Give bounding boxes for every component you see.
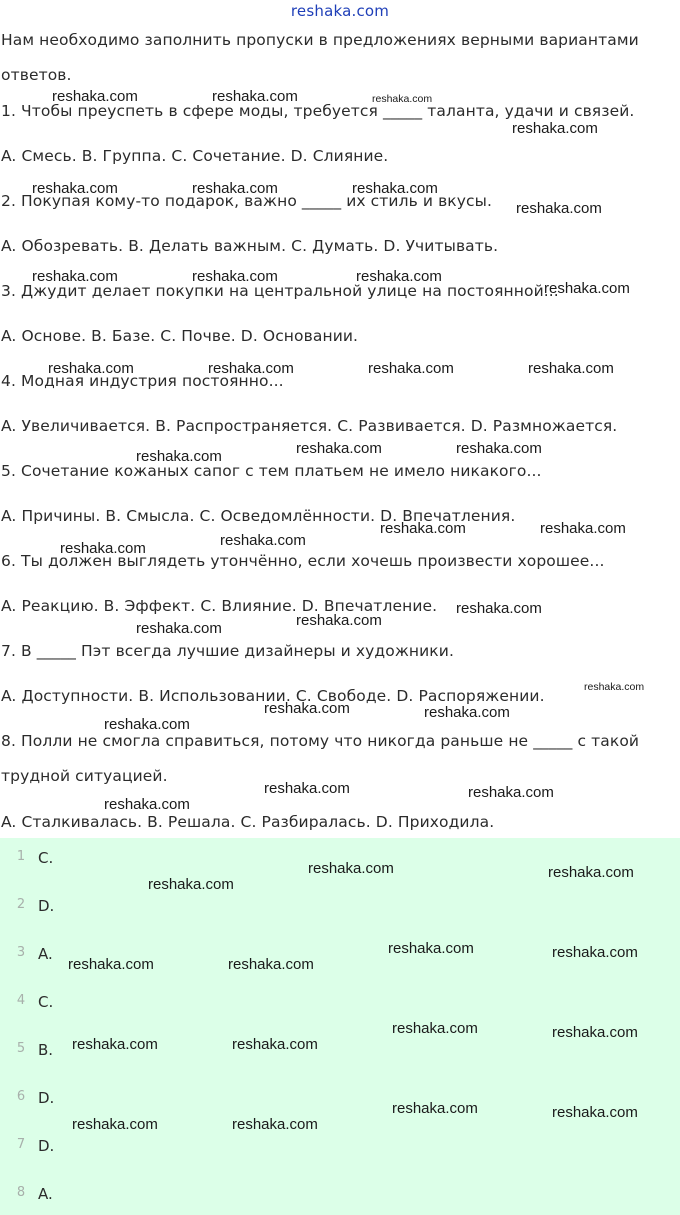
watermark: reshaka.com <box>516 200 602 217</box>
question-8-continued: трудной ситуацией. <box>1 767 168 785</box>
watermark: reshaka.com <box>136 448 222 465</box>
watermark: reshaka.com <box>392 1020 478 1037</box>
answer-number: 8 <box>16 1185 26 1200</box>
watermark: reshaka.com <box>372 93 433 105</box>
watermark: reshaka.com <box>104 796 190 813</box>
watermark: reshaka.com <box>424 704 510 721</box>
answer-row <box>0 993 680 1017</box>
watermark: reshaka.com <box>368 360 454 377</box>
answer-number: 1 <box>16 849 26 864</box>
answer-row <box>0 1137 680 1161</box>
watermark: reshaka.com <box>548 864 634 881</box>
intro-line-1: Нам необходимо заполнить пропуски в предложениях верными вариантами <box>1 31 639 49</box>
options-8: A. Сталкивалась. B. Решала. C. Разбиралась. D. Приходила. <box>1 813 495 831</box>
watermark: reshaka.com <box>192 180 278 197</box>
watermark: reshaka.com <box>220 532 306 549</box>
watermark: reshaka.com <box>308 860 394 877</box>
watermark: reshaka.com <box>232 1036 318 1053</box>
answer-letter: D. <box>38 897 55 915</box>
watermark: reshaka.com <box>552 944 638 961</box>
watermark: reshaka.com <box>60 540 146 557</box>
watermark: reshaka.com <box>380 520 466 537</box>
watermark: reshaka.com <box>32 268 118 285</box>
watermark: reshaka.com <box>352 180 438 197</box>
watermark: reshaka.com <box>136 620 222 637</box>
question-3: 3. Джудит делает покупки на центральной улице на постоянной... <box>1 282 559 300</box>
intro-line-2: ответов. <box>1 66 72 84</box>
watermark: reshaka.com <box>72 1116 158 1133</box>
answer-letter: C. <box>38 993 54 1011</box>
answer-number: 3 <box>16 945 26 960</box>
options-4: A. Увеличивается. B. Распространяется. C. Развивается. D. Размножается. <box>1 417 618 435</box>
question-6: 6. Ты должен выглядеть утончённо, если хочешь произвести хорошее... <box>1 552 605 570</box>
watermark: reshaka.com <box>264 700 350 717</box>
question-4: 4. Модная индустрия постоянно... <box>1 372 284 390</box>
watermark: reshaka.com <box>392 1100 478 1117</box>
watermark: reshaka.com <box>208 360 294 377</box>
watermark: reshaka.com <box>52 88 138 105</box>
watermark: reshaka.com <box>148 876 234 893</box>
watermark: reshaka.com <box>456 600 542 617</box>
question-8: 8. Полли не смогла справиться, потому что никогда раньше не _____ с такой <box>1 732 640 750</box>
question-2: 2. Покупая кому-то подарок, важно _____ их стиль и вкусы. <box>1 192 493 210</box>
answer-row <box>0 1185 680 1209</box>
watermark: reshaka.com <box>104 716 190 733</box>
watermark: reshaka.com <box>296 612 382 629</box>
watermark: reshaka.com <box>544 280 630 297</box>
watermark: reshaka.com <box>468 784 554 801</box>
answer-number: 6 <box>16 1089 26 1104</box>
options-5: A. Причины. B. Смысла. C. Осведомлённости. D. Впечатления. <box>1 507 516 525</box>
watermark: reshaka.com <box>232 1116 318 1133</box>
watermark: reshaka.com <box>388 940 474 957</box>
watermark: reshaka.com <box>512 120 598 137</box>
watermark: reshaka.com <box>48 360 134 377</box>
question-7: 7. В _____ Пэт всегда лучшие дизайнеры и художники. <box>1 642 454 660</box>
options-2: A. Обозревать. B. Делать важным. C. Думать. D. Учитывать. <box>1 237 499 255</box>
watermark: reshaka.com <box>584 681 645 693</box>
answer-number: 4 <box>16 993 26 1008</box>
watermark: reshaka.com <box>264 780 350 797</box>
watermark: reshaka.com <box>212 88 298 105</box>
answer-letter: D. <box>38 1137 55 1155</box>
watermark: reshaka.com <box>456 440 542 457</box>
question-1: 1. Чтобы преуспеть в сфере моды, требуется _____ таланта, удачи и связей. <box>1 102 635 120</box>
watermark: reshaka.com <box>296 440 382 457</box>
answer-letter: A. <box>38 1185 53 1203</box>
watermark: reshaka.com <box>192 268 278 285</box>
watermark: reshaka.com <box>356 268 442 285</box>
watermark: reshaka.com <box>528 360 614 377</box>
watermark: reshaka.com <box>32 180 118 197</box>
options-1: A. Смесь. B. Группа. C. Сочетание. D. Слияние. <box>1 147 389 165</box>
answer-number: 5 <box>16 1041 26 1056</box>
question-5: 5. Сочетание кожаных сапог с тем платьем не имело никакого... <box>1 462 542 480</box>
site-header[interactable]: reshaka.com <box>290 2 390 20</box>
answer-row <box>0 897 680 921</box>
options-3: A. Основе. B. Базе. C. Почве. D. Основании. <box>1 327 359 345</box>
options-7: A. Доступности. B. Использовании. C. Свободе. D. Распоряжении. <box>1 687 545 705</box>
answer-letter: D. <box>38 1089 55 1107</box>
watermark: reshaka.com <box>540 520 626 537</box>
answer-letter: C. <box>38 849 54 867</box>
answer-letter: B. <box>38 1041 54 1059</box>
answer-letter: A. <box>38 945 53 963</box>
answer-number: 2 <box>16 897 26 912</box>
watermark: reshaka.com <box>72 1036 158 1053</box>
options-6: A. Реакцию. B. Эффект. C. Влияние. D. Впечатление. <box>1 597 438 615</box>
watermark: reshaka.com <box>68 956 154 973</box>
watermark: reshaka.com <box>228 956 314 973</box>
watermark: reshaka.com <box>552 1104 638 1121</box>
answer-number: 7 <box>16 1137 26 1152</box>
watermark: reshaka.com <box>552 1024 638 1041</box>
